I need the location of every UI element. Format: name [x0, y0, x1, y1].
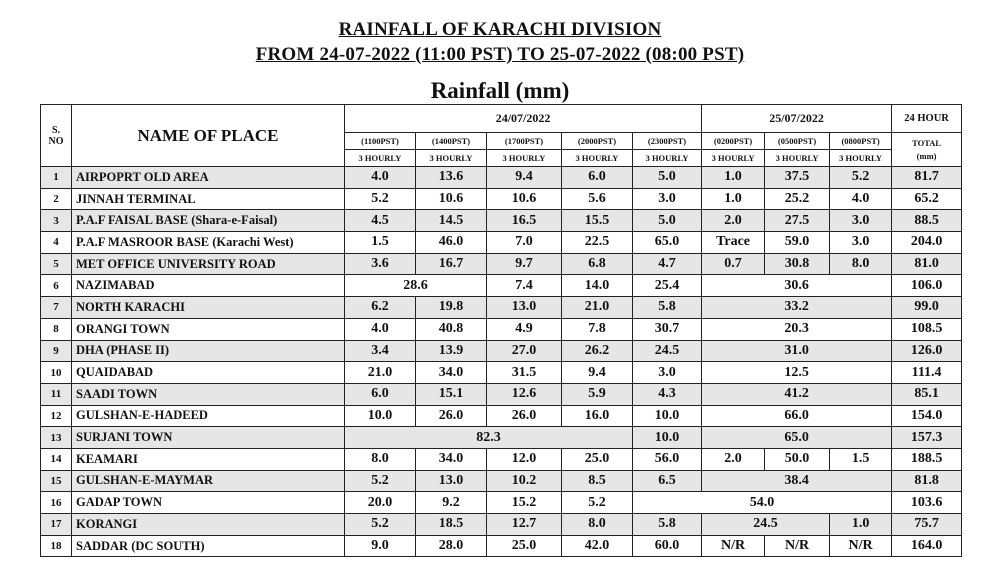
row-sno: 11: [41, 383, 72, 405]
row-place-name: P.A.F FAISAL BASE (Shara-e-Faisal): [72, 210, 345, 232]
table-subtitle: Rainfall (mm): [430, 78, 570, 103]
rainfall-cell: 12.6: [487, 383, 562, 405]
rainfall-cell: 9.2: [416, 492, 487, 514]
rainfall-cell: 21.0: [345, 362, 416, 384]
rainfall-cell: 50.0: [765, 448, 830, 470]
table-row: [41, 362, 962, 384]
rainfall-cell: 20.3: [702, 318, 892, 340]
row-place-name: MET OFFICE UNIVERSITY ROAD: [72, 253, 345, 275]
table-row: [41, 514, 962, 536]
sno-header-line2: NO: [48, 135, 64, 147]
rainfall-cell: 5.2: [830, 167, 892, 189]
rainfall-cell: 3.4: [345, 340, 416, 362]
rainfall-cell: 56.0: [633, 448, 702, 470]
rainfall-cell: 6.0: [345, 383, 416, 405]
rainfall-cell: 10.6: [487, 188, 562, 210]
rainfall-cell: 19.8: [416, 297, 487, 319]
interval-header: 3 HOURLY: [702, 150, 765, 167]
rainfall-cell: 9.4: [562, 362, 633, 384]
rainfall-cell: 4.7: [633, 253, 702, 275]
row-place-name: KORANGI: [72, 514, 345, 536]
rainfall-cell: 5.2: [562, 492, 633, 514]
time-header: (1400PST): [416, 133, 487, 150]
row-total: 75.7: [892, 514, 962, 536]
row-total: 106.0: [892, 275, 962, 297]
row-place-name: GULSHAN-E-HADEED: [72, 405, 345, 427]
rainfall-cell: 4.9: [487, 318, 562, 340]
row-sno: 6: [41, 275, 72, 297]
row-place-name: DHA (PHASE II): [72, 340, 345, 362]
total-header: [892, 133, 962, 167]
time-header: (0800PST): [830, 133, 892, 150]
rainfall-cell: 26.2: [562, 340, 633, 362]
date2-header: 25/07/2022: [702, 105, 892, 133]
row-sno: 8: [41, 318, 72, 340]
rainfall-cell: 54.0: [633, 492, 892, 514]
interval-header: 3 HOURLY: [633, 150, 702, 167]
table-row: [41, 470, 962, 492]
rainfall-cell: 31.5: [487, 362, 562, 384]
rainfall-cell: 5.9: [562, 383, 633, 405]
table-row: [41, 210, 962, 232]
rainfall-cell: 38.4: [702, 470, 892, 492]
rainfall-cell: N/R: [765, 535, 830, 557]
rainfall-cell: N/R: [830, 535, 892, 557]
total-header-line2: TOTAL: [912, 137, 942, 148]
row-total: 164.0: [892, 535, 962, 557]
rainfall-cell: 1.0: [702, 167, 765, 189]
total-header-line3: (mm): [916, 150, 937, 161]
interval-header: 3 HOURLY: [562, 150, 633, 167]
table-row: [41, 253, 962, 275]
time-header: (1700PST): [487, 133, 562, 150]
rainfall-cell: 3.0: [633, 362, 702, 384]
table-row: [41, 383, 962, 405]
row-sno: 14: [41, 448, 72, 470]
rainfall-cell: 4.5: [345, 210, 416, 232]
table-row: [41, 448, 962, 470]
row-total: 99.0: [892, 297, 962, 319]
time-header: (0200PST): [702, 133, 765, 150]
rainfall-cell: 12.0: [487, 448, 562, 470]
rainfall-cell: 5.2: [345, 514, 416, 536]
row-total: 81.8: [892, 470, 962, 492]
rainfall-cell: 4.0: [345, 318, 416, 340]
rainfall-cell: 4.0: [830, 188, 892, 210]
time-header: (2300PST): [633, 133, 702, 150]
row-total: 126.0: [892, 340, 962, 362]
rainfall-cell: 5.2: [345, 470, 416, 492]
rainfall-cell: 2.0: [702, 448, 765, 470]
row-sno: 16: [41, 492, 72, 514]
rainfall-cell: Trace: [702, 232, 765, 254]
row-place-name: JINNAH TERMINAL: [72, 188, 345, 210]
table-row: [41, 275, 962, 297]
rainfall-cell: 4.3: [633, 383, 702, 405]
rainfall-cell: 5.8: [633, 297, 702, 319]
table-row: [41, 232, 962, 254]
rainfall-cell: 26.0: [487, 405, 562, 427]
row-sno: 4: [41, 232, 72, 254]
rainfall-cell: 28.0: [416, 535, 487, 557]
rainfall-cell: 60.0: [633, 535, 702, 557]
table-row: [41, 318, 962, 340]
rainfall-cell: 1.0: [702, 188, 765, 210]
row-total: 154.0: [892, 405, 962, 427]
rainfall-cell: 5.0: [633, 210, 702, 232]
row-sno: 5: [41, 253, 72, 275]
table-row: [41, 535, 962, 557]
rainfall-cell: 10.0: [345, 405, 416, 427]
rainfall-cell: 30.7: [633, 318, 702, 340]
rainfall-cell: 40.8: [416, 318, 487, 340]
rainfall-cell: 7.0: [487, 232, 562, 254]
row-sno: 12: [41, 405, 72, 427]
row-total: 188.5: [892, 448, 962, 470]
rainfall-cell: 8.0: [345, 448, 416, 470]
rainfall-cell: 30.6: [702, 275, 892, 297]
rainfall-cell: 28.6: [345, 275, 487, 297]
rainfall-cell: 5.8: [633, 514, 702, 536]
rainfall-cell: 21.0: [562, 297, 633, 319]
row-total: 103.6: [892, 492, 962, 514]
row-total: 81.7: [892, 167, 962, 189]
rainfall-cell: 25.2: [765, 188, 830, 210]
rainfall-cell: 59.0: [765, 232, 830, 254]
rainfall-cell: 25.4: [633, 275, 702, 297]
time-header: (2000PST): [562, 133, 633, 150]
rainfall-cell: 37.5: [765, 167, 830, 189]
row-place-name: SAADI TOWN: [72, 383, 345, 405]
row-sno: 15: [41, 470, 72, 492]
rainfall-cell: 3.0: [633, 188, 702, 210]
table-row: [41, 427, 962, 449]
rainfall-cell: 6.2: [345, 297, 416, 319]
interval-header: 3 HOURLY: [830, 150, 892, 167]
row-sno: 1: [41, 167, 72, 189]
rainfall-cell: 10.0: [633, 427, 702, 449]
row-place-name: NAZIMABAD: [72, 275, 345, 297]
rainfall-cell: 5.6: [562, 188, 633, 210]
time-header: (1100PST): [345, 133, 416, 150]
rainfall-cell: 31.0: [702, 340, 892, 362]
rainfall-cell: 18.5: [416, 514, 487, 536]
rainfall-cell: 13.6: [416, 167, 487, 189]
time-header: (0500PST): [765, 133, 830, 150]
interval-header: 3 HOURLY: [765, 150, 830, 167]
rainfall-cell: 1.0: [830, 514, 892, 536]
row-place-name: KEAMARI: [72, 448, 345, 470]
row-sno: 10: [41, 362, 72, 384]
rainfall-cell: 65.0: [702, 427, 892, 449]
rainfall-cell: 15.1: [416, 383, 487, 405]
rainfall-cell: 12.5: [702, 362, 892, 384]
row-total: 65.2: [892, 188, 962, 210]
rainfall-cell: 30.8: [765, 253, 830, 275]
rainfall-cell: 4.0: [345, 167, 416, 189]
rainfall-cell: 10.6: [416, 188, 487, 210]
rainfall-cell: 6.0: [562, 167, 633, 189]
rainfall-cell: 7.8: [562, 318, 633, 340]
rainfall-cell: 3.0: [830, 232, 892, 254]
row-total: 81.0: [892, 253, 962, 275]
row-total: 111.4: [892, 362, 962, 384]
rainfall-table: [40, 104, 962, 557]
rainfall-cell: 82.3: [345, 427, 633, 449]
rainfall-cell: 34.0: [416, 362, 487, 384]
row-sno: 2: [41, 188, 72, 210]
rainfall-cell: 13.9: [416, 340, 487, 362]
rainfall-cell: 66.0: [702, 405, 892, 427]
rainfall-cell: 6.5: [633, 470, 702, 492]
rainfall-cell: 14.5: [416, 210, 487, 232]
rainfall-cell: 1.5: [830, 448, 892, 470]
row-total: 85.1: [892, 383, 962, 405]
report-period: FROM 24-07-2022 (11:00 PST) TO 25-07-2022 (08:00 PST): [255, 44, 745, 65]
rainfall-cell: 22.5: [562, 232, 633, 254]
table-row: [41, 340, 962, 362]
row-place-name: AIRPOPRT OLD AREA: [72, 167, 345, 189]
rainfall-cell: 24.5: [702, 514, 830, 536]
interval-header: 3 HOURLY: [487, 150, 562, 167]
rainfall-cell: 24.5: [633, 340, 702, 362]
rainfall-cell: 14.0: [562, 275, 633, 297]
rainfall-cell: 16.7: [416, 253, 487, 275]
rainfall-cell: 25.0: [562, 448, 633, 470]
rainfall-cell: 25.0: [487, 535, 562, 557]
rainfall-cell: 6.8: [562, 253, 633, 275]
rainfall-cell: 26.0: [416, 405, 487, 427]
rainfall-cell: 0.7: [702, 253, 765, 275]
rainfall-cell: 10.2: [487, 470, 562, 492]
total-header-top: 24 HOUR: [892, 105, 962, 133]
rainfall-cell: 2.0: [702, 210, 765, 232]
rainfall-cell: 16.5: [487, 210, 562, 232]
rainfall-cell: 46.0: [416, 232, 487, 254]
row-place-name: SADDAR (DC SOUTH): [72, 535, 345, 557]
table-row: [41, 492, 962, 514]
rainfall-cell: N/R: [702, 535, 765, 557]
row-place-name: NORTH KARACHI: [72, 297, 345, 319]
rainfall-cell: 27.5: [765, 210, 830, 232]
rainfall-cell: 42.0: [562, 535, 633, 557]
row-total: 108.5: [892, 318, 962, 340]
row-place-name: GADAP TOWN: [72, 492, 345, 514]
rainfall-cell: 5.0: [633, 167, 702, 189]
rainfall-cell: 15.5: [562, 210, 633, 232]
sno-header-line1: S.: [51, 124, 61, 136]
row-place-name: ORANGI TOWN: [72, 318, 345, 340]
interval-header: 3 HOURLY: [416, 150, 487, 167]
rainfall-cell: 20.0: [345, 492, 416, 514]
row-sno: 7: [41, 297, 72, 319]
row-total: 88.5: [892, 210, 962, 232]
row-place-name: SURJANI TOWN: [72, 427, 345, 449]
rainfall-cell: 13.0: [416, 470, 487, 492]
name-header: NAME OF PLACE: [72, 105, 345, 167]
rainfall-cell: 34.0: [416, 448, 487, 470]
row-total: 157.3: [892, 427, 962, 449]
row-sno: 13: [41, 427, 72, 449]
rainfall-cell: 9.4: [487, 167, 562, 189]
table-row: [41, 297, 962, 319]
rainfall-cell: 13.0: [487, 297, 562, 319]
rainfall-cell: 5.2: [345, 188, 416, 210]
rainfall-cell: 8.0: [562, 514, 633, 536]
table-row: [41, 167, 962, 189]
row-place-name: QUAIDABAD: [72, 362, 345, 384]
interval-header: 3 HOURLY: [345, 150, 416, 167]
rainfall-cell: 3.0: [830, 210, 892, 232]
row-place-name: P.A.F MASROOR BASE (Karachi West): [72, 232, 345, 254]
row-sno: 17: [41, 514, 72, 536]
rainfall-cell: 9.7: [487, 253, 562, 275]
rainfall-cell: 16.0: [562, 405, 633, 427]
rainfall-cell: 12.7: [487, 514, 562, 536]
table-row: [41, 405, 962, 427]
row-place-name: GULSHAN-E-MAYMAR: [72, 470, 345, 492]
rainfall-cell: 8.0: [830, 253, 892, 275]
rainfall-cell: 65.0: [633, 232, 702, 254]
rainfall-cell: 27.0: [487, 340, 562, 362]
date1-header: 24/07/2022: [345, 105, 702, 133]
rainfall-cell: 33.2: [702, 297, 892, 319]
rainfall-cell: 9.0: [345, 535, 416, 557]
rainfall-cell: 41.2: [702, 383, 892, 405]
rainfall-cell: 15.2: [487, 492, 562, 514]
rainfall-cell: 10.0: [633, 405, 702, 427]
rainfall-cell: 8.5: [562, 470, 633, 492]
row-sno: 9: [41, 340, 72, 362]
row-sno: 3: [41, 210, 72, 232]
rainfall-cell: 7.4: [487, 275, 562, 297]
row-sno: 18: [41, 535, 72, 557]
sno-header: [41, 105, 72, 167]
table-row: [41, 188, 962, 210]
row-total: 204.0: [892, 232, 962, 254]
rainfall-cell: 3.6: [345, 253, 416, 275]
rainfall-cell: 1.5: [345, 232, 416, 254]
report-title: RAINFALL OF KARACHI DIVISION: [338, 19, 662, 40]
